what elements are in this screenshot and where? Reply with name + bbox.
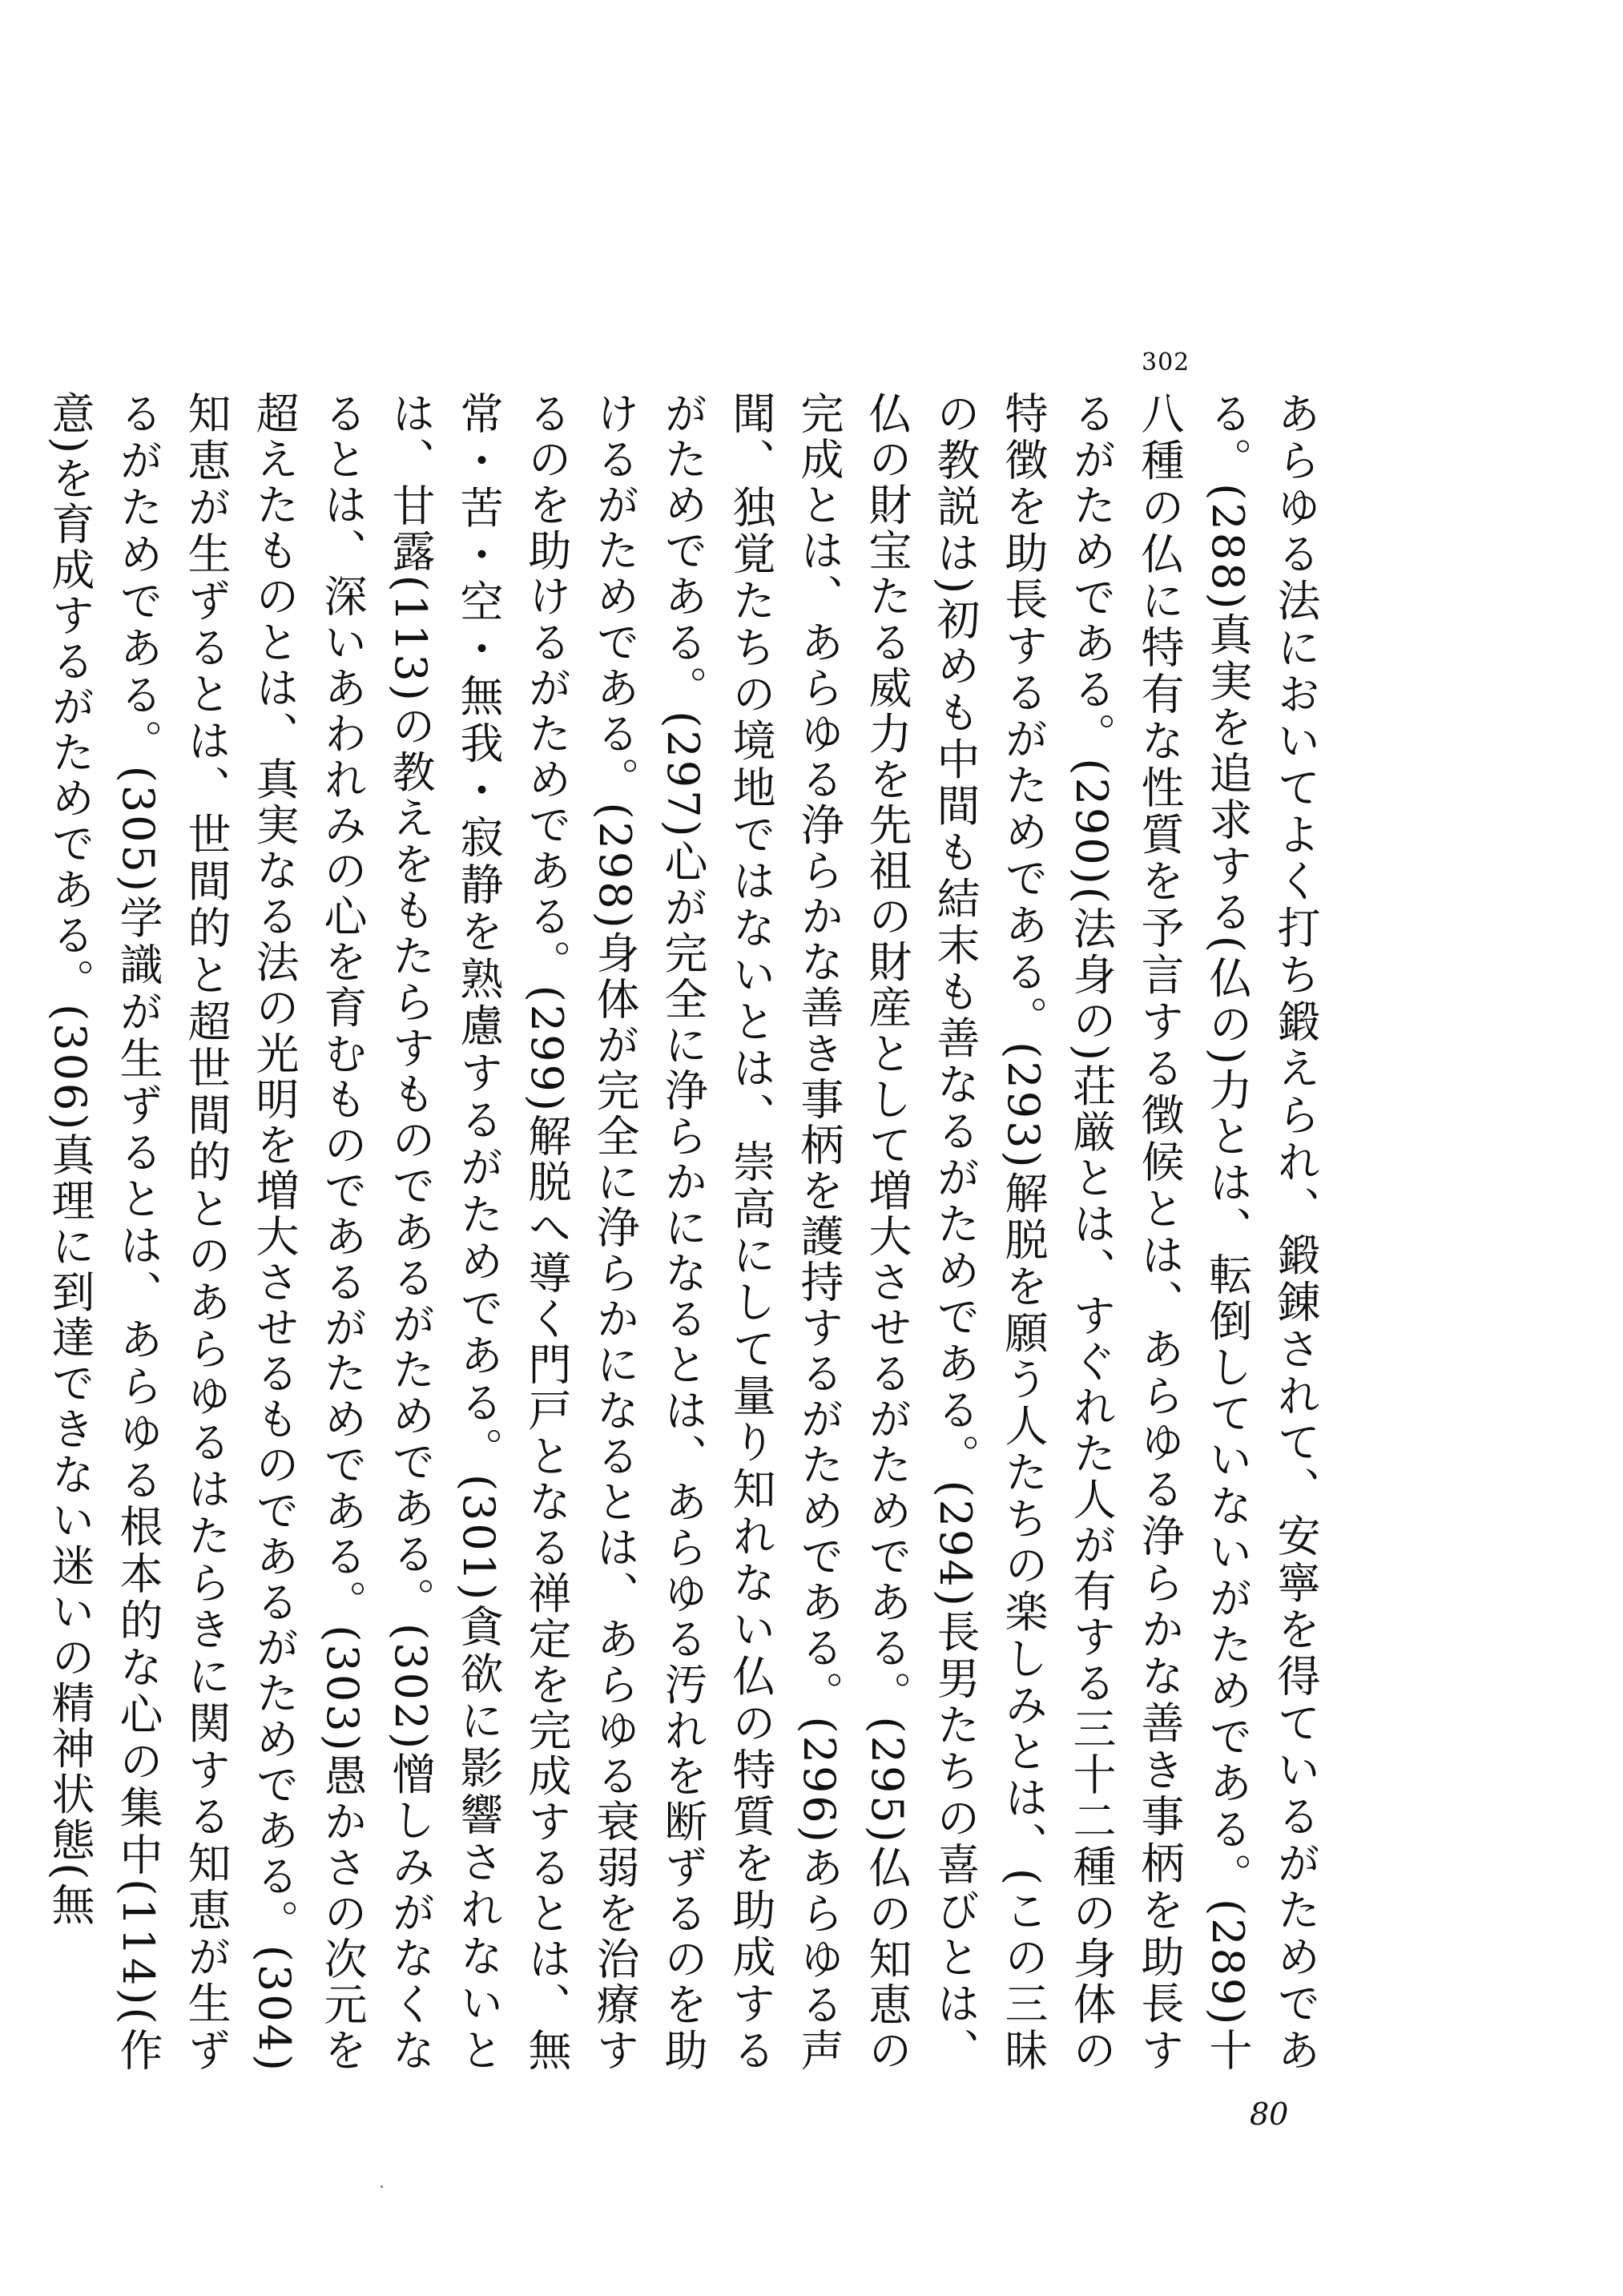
body-text: あらゆる法においてよく打ち鍛えられ、鍛錬されて、安寧を得ているがためである。(288)真実を追求する(仏の)力とは、転倒していないがためである。(289)十八種の仏に特有な性質を予言する徴候とは、あらゆる浄らかな善き事柄を助長するがためである。(290)(法身の)荘厳とは、すぐれた人が有する三十二種の身体の特徴を助長するがためである。(293)解脱を願う人たちの楽しみとは、(この三昧の教説は)初めも中間も結末も善なるがためである。(294)長男たちの喜びとは、仏の財宝たる威力を先祖の財産として増大させるがためである。(295)仏の知恵の完成とは、あらゆる浄らかな善き事柄を護持するがためである。(296)あらゆる声聞、独覚たちの境地ではないとは、崇高にして量り知れない仏の特質を助成するがためである。(297)心が完全に浄らかになるとは、あらゆる汚れを断ずるのを助けるがためである。(298)身体が完全に浄らかになるとは、あらゆる衰弱を治療するのを助けるがためである。(299)解脱へ導く門戸となる禅定を完成するとは、無常・苦・空・無我・寂静を熟慮するがためである。(301)貪欲に影響されないとは、甘露(113)の教えをもたらすものであるがためである。(302)憎しみがなくなるとは、深いあわれみの心を育むものであるがためである。(303)愚かさの次元を超えたものとは、真実なる法の光明を増大させるものであるがためである。(304)知恵が生ずるとは、世間的と超世間的とのあらゆるはたらきに関する知恵が生ずるがためである。(305)学識が生ずるとは、あらゆる根本的な心の集中(114)(作意)を育成するがためである。(306)真理に到達できない迷いの精神状態(無 — [45, 391, 1321, 2074]
print-speck — [381, 2185, 383, 2188]
text-block — [45, 348, 1330, 2081]
page-number: 80 — [1250, 2097, 1289, 2132]
section-number: 302 — [1142, 348, 1190, 377]
